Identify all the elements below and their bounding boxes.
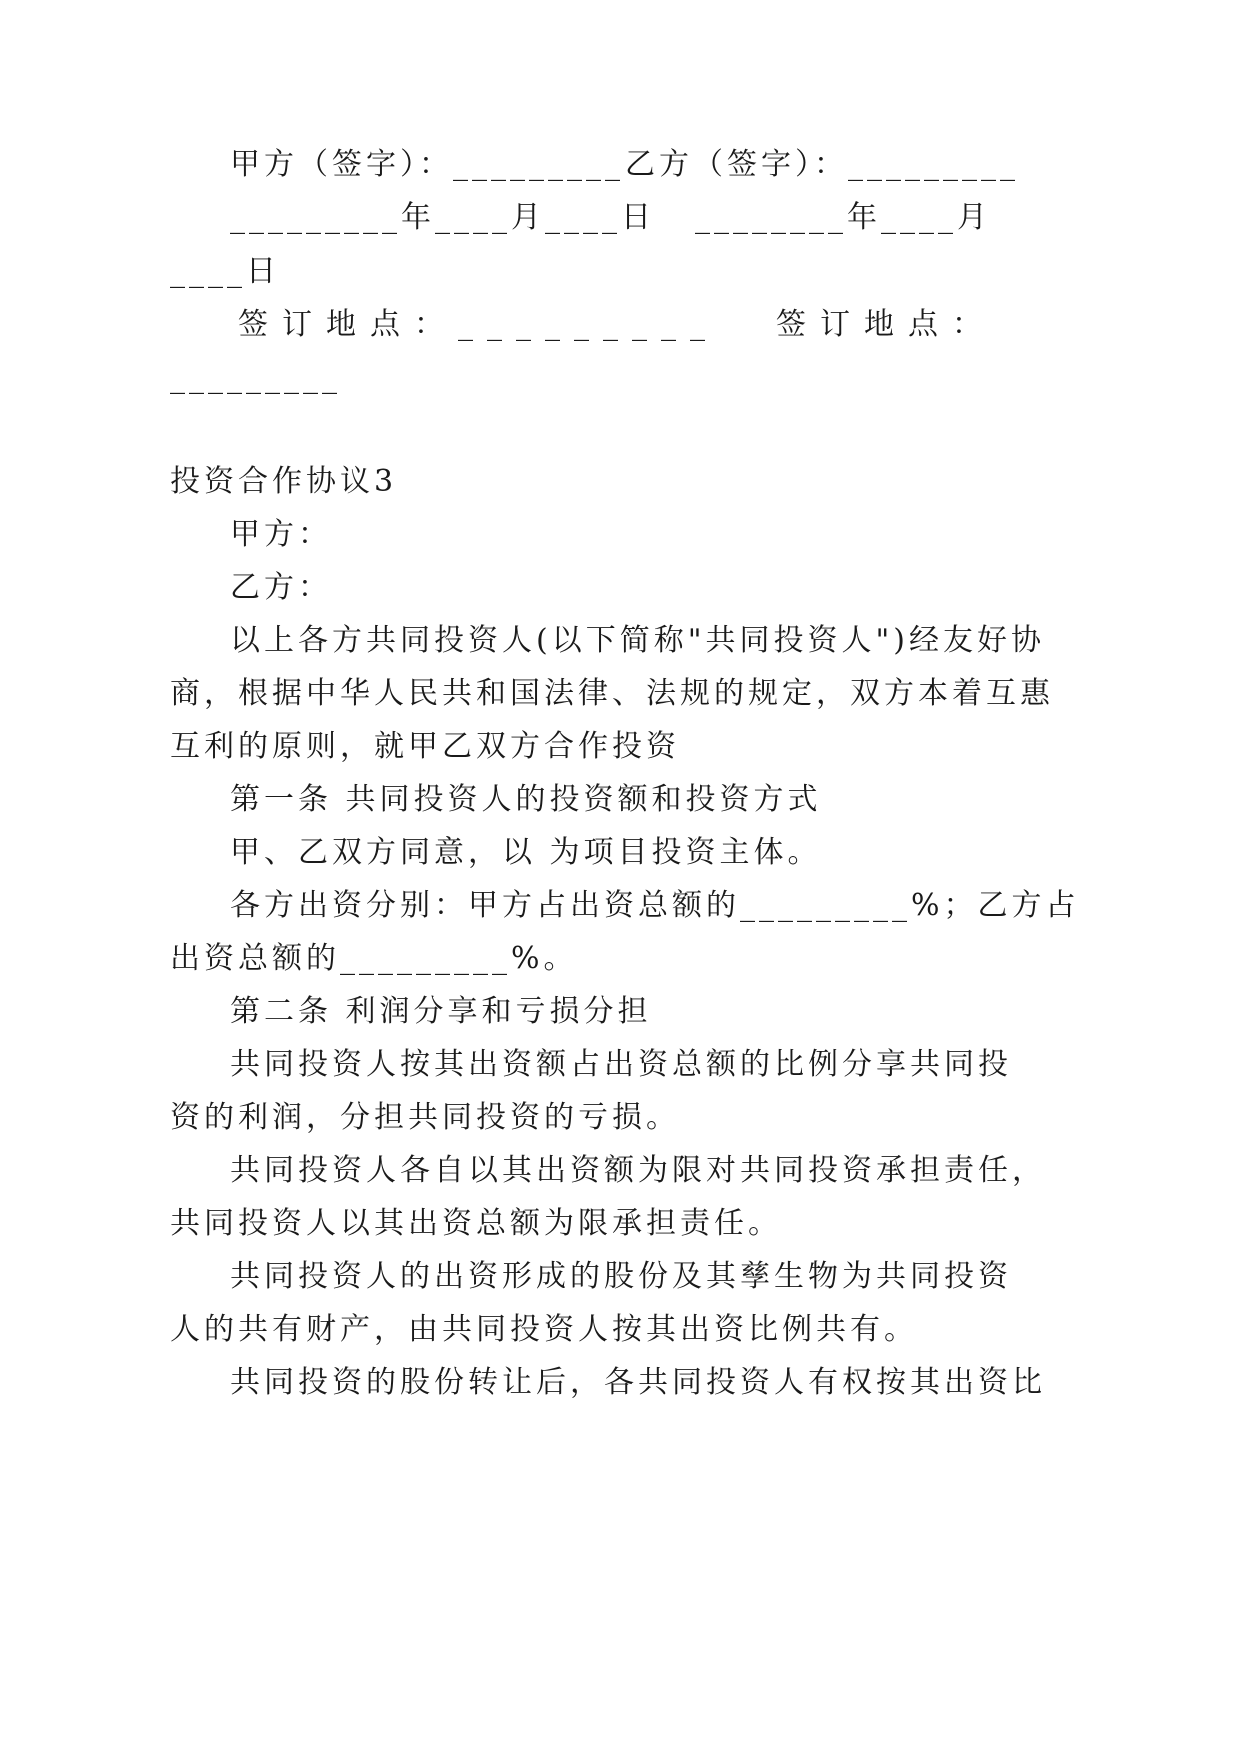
party-b-label: 乙方： bbox=[230, 570, 332, 605]
agreement-title: 投资合作协议3 bbox=[170, 464, 398, 499]
article-1-paragraph-2-line-1: 各方出资分别：甲方占出资总额的_________%；乙方占 bbox=[230, 888, 1080, 923]
party-b-date-continued: ____日 bbox=[170, 254, 280, 289]
article-2-paragraph-3-line-1: 共同投资人的出资形成的股份及其孳生物为共同投资 bbox=[230, 1259, 1012, 1294]
article-2-paragraph-1-line-1: 共同投资人按其出资额占出资总额的比例分享共同投 bbox=[230, 1047, 1012, 1082]
party-b-signature: 乙方（签字）：_________ bbox=[625, 147, 1019, 182]
article-2-paragraph-3-line-2: 人的共有财产，由共同投资人按其出资比例共有。 bbox=[170, 1312, 918, 1347]
party-b-date: ________年____月 bbox=[695, 200, 991, 235]
party-a-signature: 甲方（签字）：_________ bbox=[230, 147, 624, 182]
intro-paragraph-line-2: 商，根据中华人民共和国法律、法规的规定，双方本着互惠 bbox=[170, 676, 1054, 711]
party-b-signing-place: 签订地点： bbox=[776, 307, 996, 342]
article-2-heading: 第二条 利润分享和亏损分担 bbox=[230, 994, 652, 1029]
article-1-paragraph-1: 甲、乙双方同意，以 为项目投资主体。 bbox=[230, 835, 822, 870]
party-b-signing-place-continued: _________ bbox=[170, 360, 341, 395]
article-2-paragraph-2-line-2: 共同投资人以其出资总额为限承担责任。 bbox=[170, 1206, 782, 1241]
intro-paragraph-line-3: 互利的原则，就甲乙双方合作投资 bbox=[170, 729, 680, 764]
article-2-paragraph-2-line-1: 共同投资人各自以其出资额为限对共同投资承担责任， bbox=[230, 1153, 1046, 1188]
intro-paragraph-line-1: 以上各方共同投资人(以下简称"共同投资人")经友好协 bbox=[230, 623, 1046, 658]
article-1-paragraph-2-line-2: 出资总额的_________%。 bbox=[170, 941, 578, 976]
article-2-paragraph-1-line-2: 资的利润，分担共同投资的亏损。 bbox=[170, 1100, 680, 1135]
party-a-date: _________年____月____日 bbox=[230, 200, 655, 235]
party-a-signing-place: 签订地点：_________ bbox=[238, 307, 719, 342]
article-1-heading: 第一条 共同投资人的投资额和投资方式 bbox=[230, 782, 822, 817]
article-2-paragraph-4-line-1: 共同投资的股份转让后，各共同投资人有权按其出资比 bbox=[230, 1365, 1046, 1400]
party-a-label: 甲方： bbox=[230, 517, 332, 552]
